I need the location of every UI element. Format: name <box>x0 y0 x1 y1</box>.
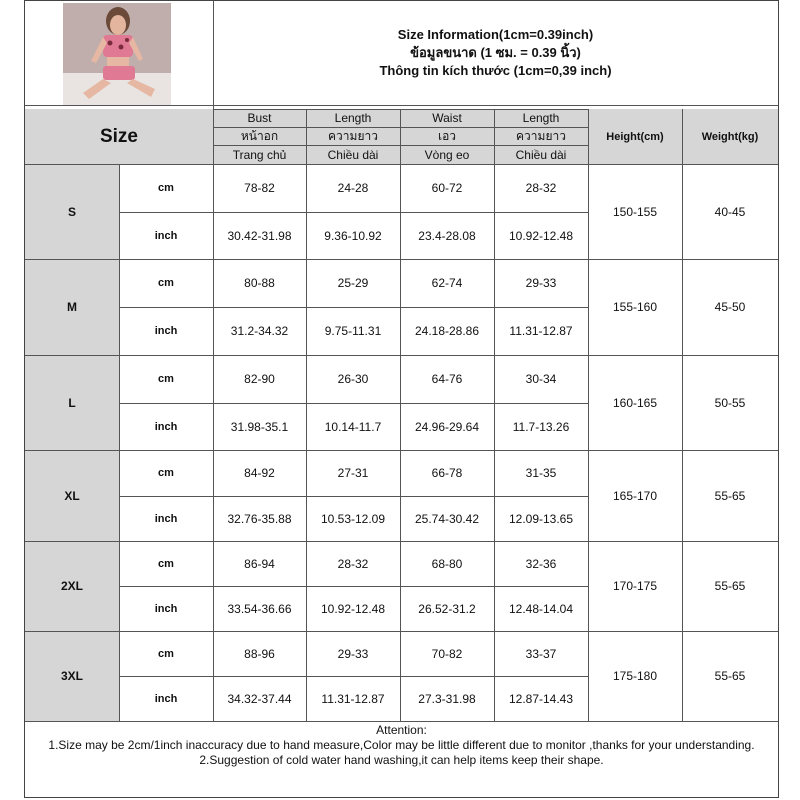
unit-cm-label: cm <box>158 373 174 385</box>
unit-inch-label: inch <box>154 602 178 615</box>
header-line-thai: ข้อมูลขนาด (1 ซม. = 0.39 นิ้ว) <box>410 45 581 60</box>
inch-value: 24.18-28.86 <box>414 324 480 338</box>
height-value: 160-165 <box>612 395 658 410</box>
size-label: XL <box>25 450 119 541</box>
cm-value: 25-29 <box>337 276 369 290</box>
size-information-header <box>213 1 778 105</box>
cm-value: 68-80 <box>431 556 463 571</box>
grid-line-horizontal <box>25 105 778 106</box>
attention-notes <box>25 723 778 768</box>
cm-value: 78-82 <box>244 181 275 195</box>
grid-line-horizontal <box>119 586 588 587</box>
cm-value: 70-82 <box>431 646 463 661</box>
cm-value: 62-74 <box>431 276 463 290</box>
weight-value: 50-55 <box>714 395 746 410</box>
cm-value: 24-28 <box>337 181 369 195</box>
height-value: 150-155 <box>612 204 658 219</box>
size-chart <box>24 0 779 798</box>
grid-line-vertical <box>588 109 589 164</box>
header-line-english: Size Information(1cm=0.39inch) <box>397 27 594 42</box>
grid-line-horizontal <box>25 164 778 165</box>
cm-value: 33-37 <box>525 646 557 661</box>
grid-line-horizontal <box>119 403 588 404</box>
grid-line-vertical <box>306 164 307 721</box>
weight-value: 55-65 <box>714 579 746 593</box>
column-header-4-vi: Chiều dài <box>494 145 588 164</box>
grid-line-vertical <box>213 164 214 721</box>
header-line-vietnamese: Thông tin kích thước (1cm=0,39 inch) <box>379 63 612 78</box>
unit-inch-label: inch <box>154 325 178 337</box>
unit-cm-label: cm <box>158 557 174 570</box>
column-header-1-en: Bust <box>213 109 306 127</box>
grid-line-horizontal <box>25 355 778 356</box>
weight-column-header: Weight(kg) <box>682 109 778 164</box>
cm-value: 86-94 <box>244 556 275 571</box>
grid-line-horizontal <box>119 212 588 213</box>
unit-inch-label: inch <box>154 512 178 525</box>
height-value: 175-180 <box>612 669 658 683</box>
cm-value: 84-92 <box>244 466 275 480</box>
grid-line-vertical <box>400 109 401 164</box>
inch-value: 23.4-28.08 <box>418 228 476 243</box>
inch-value: 12.09-13.65 <box>508 511 574 526</box>
attention-note-2: 2.Suggestion of cold water hand washing,it can help items keep their shape. <box>199 753 604 767</box>
grid-line-horizontal <box>25 541 778 542</box>
cm-value: 27-31 <box>337 466 369 480</box>
column-header-3-en: Waist <box>400 109 494 127</box>
cm-value: 32-36 <box>525 556 557 571</box>
size-label: S <box>25 164 119 259</box>
weight-value: 55-65 <box>714 488 746 503</box>
cm-value: 82-90 <box>244 372 275 386</box>
inch-value: 9.75-11.31 <box>324 324 382 338</box>
model-illustration <box>63 3 171 105</box>
grid-line-horizontal <box>119 676 588 677</box>
cm-value: 31-35 <box>525 466 557 480</box>
grid-line-horizontal <box>25 450 778 451</box>
inch-value: 33.54-36.66 <box>227 601 292 616</box>
column-header-4-en: Length <box>494 109 588 127</box>
grid-line-horizontal <box>119 496 588 497</box>
size-label: 3XL <box>25 631 119 721</box>
cm-value: 29-33 <box>525 276 557 290</box>
inch-value: 10.53-12.09 <box>320 511 386 526</box>
column-header-2-vi: Chiều dài <box>306 145 400 164</box>
cm-value: 64-76 <box>431 372 463 386</box>
height-value: 155-160 <box>612 300 658 314</box>
grid-line-horizontal <box>25 631 778 632</box>
cm-value: 28-32 <box>337 556 369 571</box>
cm-value: 30-34 <box>525 372 557 386</box>
size-column-header: Size <box>25 109 213 164</box>
cm-value: 29-33 <box>337 646 369 661</box>
column-header-2-th: ความยาว <box>306 127 400 145</box>
unit-cm-label: cm <box>158 647 174 660</box>
grid-line-horizontal <box>25 259 778 260</box>
height-value: 165-170 <box>612 488 658 503</box>
column-header-1-th: หน้าอก <box>213 127 306 145</box>
inch-value: 27.3-31.98 <box>418 691 476 706</box>
weight-value: 45-50 <box>714 300 746 314</box>
unit-cm-label: cm <box>158 467 174 479</box>
cm-value: 88-96 <box>244 646 275 661</box>
grid-line-vertical <box>306 109 307 164</box>
inch-value: 34.32-37.44 <box>227 691 292 706</box>
column-header-3-vi: Vòng eo <box>400 145 494 164</box>
unit-cm-label: cm <box>158 182 174 194</box>
product-photo <box>63 3 171 105</box>
grid-line-vertical <box>400 164 401 721</box>
column-header-4-th: ความยาว <box>494 127 588 145</box>
inch-value: 32.76-35.88 <box>227 511 292 526</box>
inch-value: 10.92-12.48 <box>320 601 386 616</box>
attention-title: Attention: <box>376 723 427 737</box>
inch-value: 31.98-35.1 <box>230 419 289 434</box>
inch-value: 26.52-31.2 <box>418 601 476 616</box>
grid-line-vertical <box>682 164 683 721</box>
grid-line-vertical <box>682 109 683 164</box>
grid-line-horizontal <box>25 721 778 722</box>
cm-value: 66-78 <box>431 466 463 480</box>
attention-note-1: 1.Size may be 2cm/1inch inaccuracy due to hand measure,Color may be little different due to monitor ,thanks for your understanding. <box>48 738 755 752</box>
grid-line-horizontal <box>119 307 588 308</box>
grid-line-vertical <box>494 164 495 721</box>
grid-line-vertical <box>213 1 214 109</box>
column-header-2-en: Length <box>306 109 400 127</box>
inch-value: 11.31-12.87 <box>321 691 385 706</box>
weight-value: 55-65 <box>714 669 746 683</box>
cm-value: 26-30 <box>337 372 369 386</box>
height-value: 170-175 <box>612 579 658 593</box>
size-label: M <box>25 259 119 355</box>
unit-inch-label: inch <box>154 692 178 705</box>
inch-value: 30.42-31.98 <box>227 228 292 243</box>
inch-value: 9.36-10.92 <box>324 228 382 243</box>
column-header-3-th: เอว <box>400 127 494 145</box>
unit-inch-label: inch <box>154 420 178 433</box>
unit-inch-label: inch <box>154 229 178 242</box>
inch-value: 31.2-34.32 <box>230 324 289 338</box>
grid-line-vertical <box>119 164 120 721</box>
inch-value: 10.92-12.48 <box>508 228 574 243</box>
weight-value: 40-45 <box>714 204 746 219</box>
size-label: 2XL <box>25 541 119 631</box>
inch-value: 11.7-13.26 <box>512 419 570 434</box>
height-column-header: Height(cm) <box>588 109 682 164</box>
inch-value: 24.96-29.64 <box>414 419 480 434</box>
column-header-1-vi: Trang chủ <box>213 145 306 164</box>
inch-value: 10.14-11.7 <box>324 419 382 434</box>
inch-value: 25.74-30.42 <box>414 511 480 526</box>
unit-cm-label: cm <box>158 277 174 289</box>
inch-value: 12.87-14.43 <box>508 691 574 706</box>
grid-line-vertical <box>588 164 589 721</box>
size-label: L <box>25 355 119 450</box>
grid-line-vertical <box>494 109 495 164</box>
cm-value: 60-72 <box>431 181 463 195</box>
inch-value: 11.31-12.87 <box>509 324 573 338</box>
inch-value: 12.48-14.04 <box>508 601 574 616</box>
grid-line-vertical <box>213 109 214 164</box>
cm-value: 80-88 <box>244 276 275 290</box>
cm-value: 28-32 <box>525 181 557 195</box>
